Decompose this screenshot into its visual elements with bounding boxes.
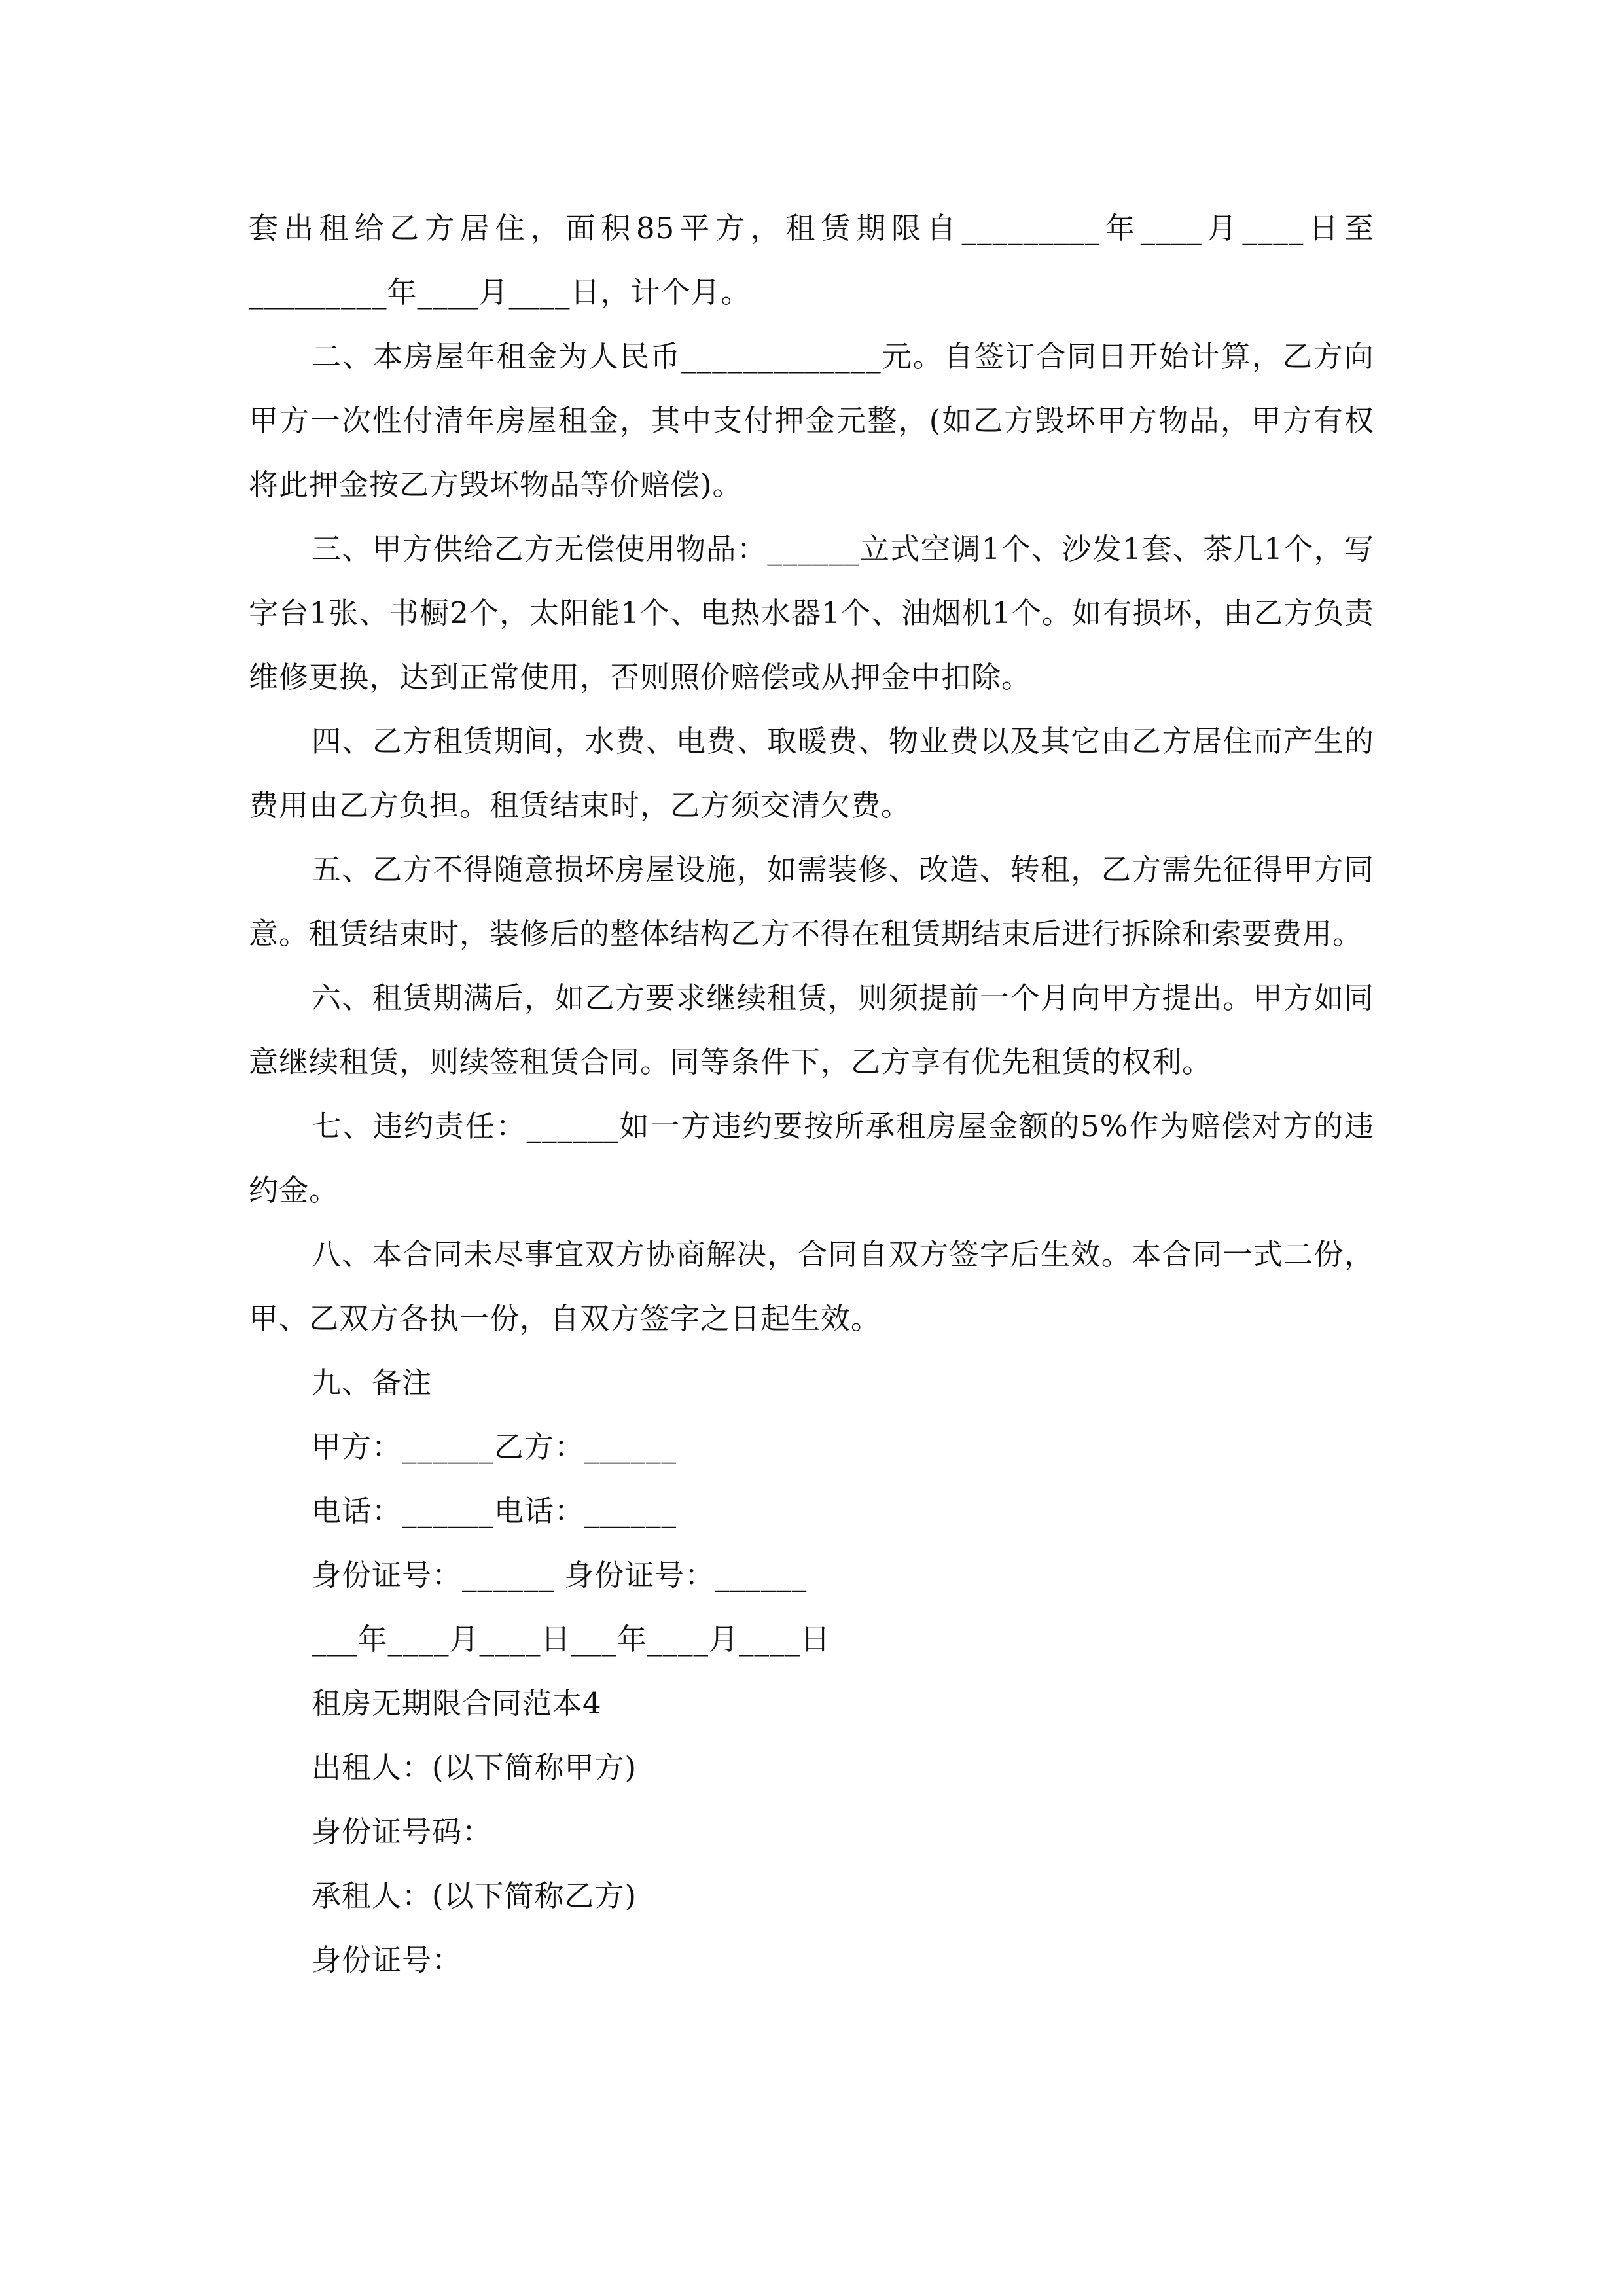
line-id-numbers: 身份证号：______ 身份证号：______ [312,1558,808,1592]
para-2-rent: 二、本房屋年租金为人民币_____________元。自签订合同日开始计算，乙方向甲方一次性付清年房屋租金，其中支付押金元整，(如乙方毁坏甲方物品，甲方有权将此押金按乙方毁坏物品等价赔偿)。 [249,339,1374,502]
para-7-breach: 七、违约责任：______如一方违约要按所承租房屋金额的5%作为赔偿对方的违约金。 [249,1109,1374,1208]
line-contract-title: 租房无期限合同范本4 [312,1686,602,1721]
para-5-facilities: 五、乙方不得随意损坏房屋设施，如需装修、改造、转租，乙方需先征得甲方同意。租赁结束时，装修后的整体结构乙方不得在租赁期结束后进行拆除和索要费用。 [249,852,1374,951]
para-4-fees: 四、乙方租赁期间，水费、电费、取暖费、物业费以及其它由乙方居住而产生的费用由乙方负担。租赁结束时，乙方须交清欠费。 [249,724,1374,823]
para-lease-term: 套出租给乙方居住，面积85平方，租赁期限自_________年____月____日至_________年____月____日，计个月。 [249,211,1374,310]
line-lessor: 出租人：(以下简称甲方) [312,1750,637,1785]
line-lessor-id: 身份证号码： [312,1814,493,1849]
line-lessee-id: 身份证号： [312,1943,463,1977]
line-parties: 甲方：______乙方：______ [312,1429,677,1464]
line-remarks: 九、备注 [312,1365,433,1400]
line-lessee: 承租人：(以下简称乙方) [312,1878,637,1913]
para-8-effect: 八、本合同未尽事宜双方协商解决，合同自双方签字后生效。本合同一式二份，甲、乙双方各执一份，自双方签字之日起生效。 [249,1237,1374,1336]
line-dates: ___年____月____日___年____月____日 [312,1622,831,1657]
document-page [249,196,1374,1992]
line-phones: 电话：______电话：______ [312,1494,677,1528]
para-6-renewal: 六、租赁期满后，如乙方要求继续租赁，则须提前一个月向甲方提出。甲方如同意继续租赁，则续签租赁合同。同等条件下，乙方享有优先租赁的权利。 [249,980,1374,1079]
para-3-items: 三、甲方供给乙方无偿使用物品：______立式空调1个、沙发1套、茶几1个，写字台1张、书橱2个，太阳能1个、电热水器1个、油烟机1个。如有损坏，由乙方负责维修更换，达到正常使用，否则照价赔偿或从押金中扣除。 [249,531,1374,694]
